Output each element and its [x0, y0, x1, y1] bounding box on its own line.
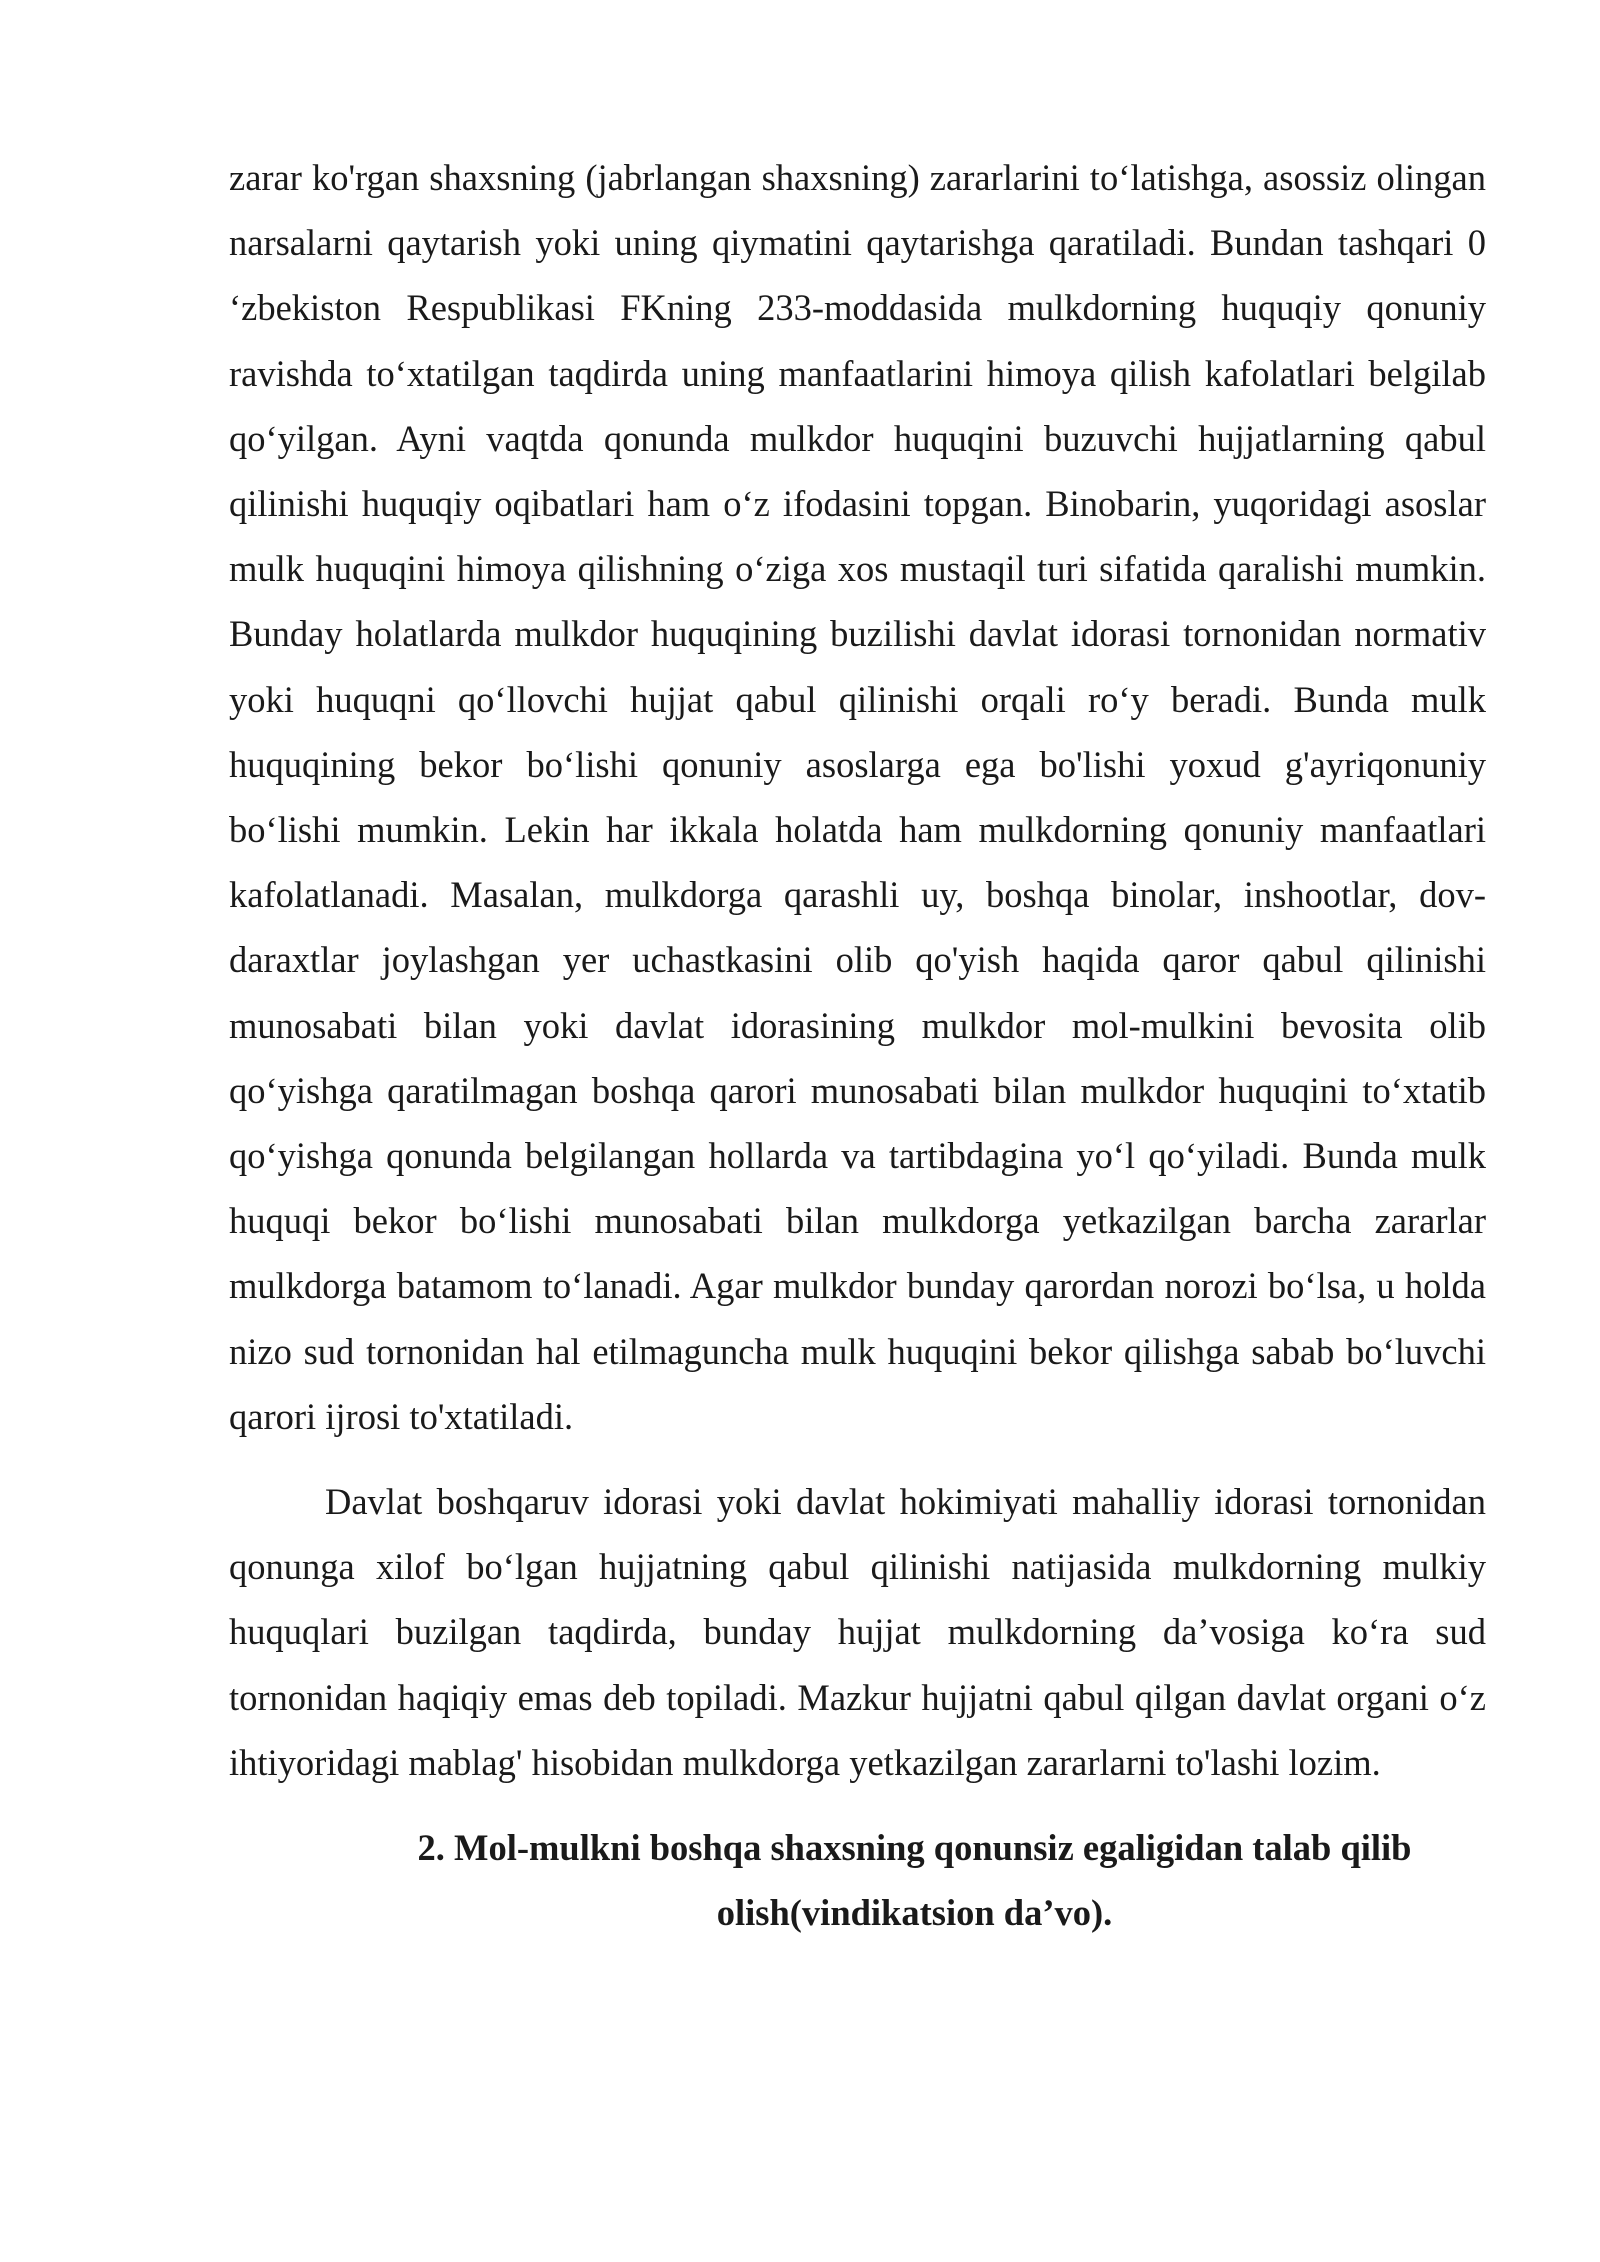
- paragraph: zarar ko'rgan shaxsning (jabrlangan shaxsning) zararlarini to‘latishga, asossiz olingan narsalarni qaytarish yoki uning qiymatini qaytarishga qaratiladi. Bundan tashqari 0 ‘zbekiston Respublikasi FKning 233-moddasida mulkdorning huquqiy qonuniy ravishda to‘xtatilgan taqdirda uning manfaatlarini himoya qilish kafolatlari belgilab qo‘yilgan. Ayni vaqtda qonunda mulkdor huquqini buzuvchi hujjatlarning qabul qilinishi huquqiy oqibatlari ham o‘z ifodasini topgan. Binobarin, yuqoridagi asoslar mulk huquqini himoya qilishning o‘ziga xos mustaqil turi sifatida qaralishi mumkin. Bunday holatlarda mulkdor huquqining buzilishi davlat idorasi tornonidan normativ yoki huquqni qo‘llovchi hujjat qabul qilinishi orqali ro‘y beradi. Bunda mulk huquqining bekor bo‘lishi qonuniy asoslarga ega bo'lishi yoxud g'ayriqonuniy bo‘lishi mumkin. Lekin har ikkala holatda ham mulkdorning qonuniy manfaatlari kafolatlanadi. Masalan, mulkdorga qarashli uy, boshqa binolar, inshootlar, dov-daraxtlar joylashgan yer uchastkasini olib qo'yish haqida qaror qabul qilinishi munosabati bilan yoki davlat idorasining mulkdor mol-mulkini bevosita olib qo‘yishga qaratilmagan boshqa qarori munosabati bilan mulkdor huquqini to‘xtatib qo‘yishga qonunda belgilangan hollarda va tartibdagina yo‘l qo‘yiladi. Bunda mulk huquqi bekor bo‘lishi munosabati bilan mulkdorga yetkazilgan barcha zararlar mulkdorga batamom to‘lanadi. Agar mulkdor bunday qarordan norozi bo‘lsa, u holda nizo sud tornonidan hal etilmaguncha mulk huquqini bekor qilishga sabab bo‘luvchi qarori ijrosi to'xtatiladi.: [229, 157, 1486, 1437]
- document-body: [229, 145, 1486, 1945]
- section-heading: 2. Mol-mulkni boshqa shaxsning qonunsiz egaligidan talab qilib olish(vindikatsion da’vo).: [417, 1827, 1412, 1934]
- paragraph: Davlat boshqaruv idorasi yoki davlat hokimiyati mahalliy idorasi tornonidan qonunga xilof bo‘lgan hujjatning qabul qilinishi natijasida mulkdorning mulkiy huquqlari buzilgan taqdirda, bunday hujjat mulkdorning da’vosiga ko‘ra sud tornonidan haqiqiy emas deb topiladi. Mazkur hujjatni qabul qilgan davlat organi o‘z ihtiyoridagi mablag' hisobidan mulkdorga yetkazilgan zararlarni to'lashi lozim.: [229, 1481, 1486, 1783]
